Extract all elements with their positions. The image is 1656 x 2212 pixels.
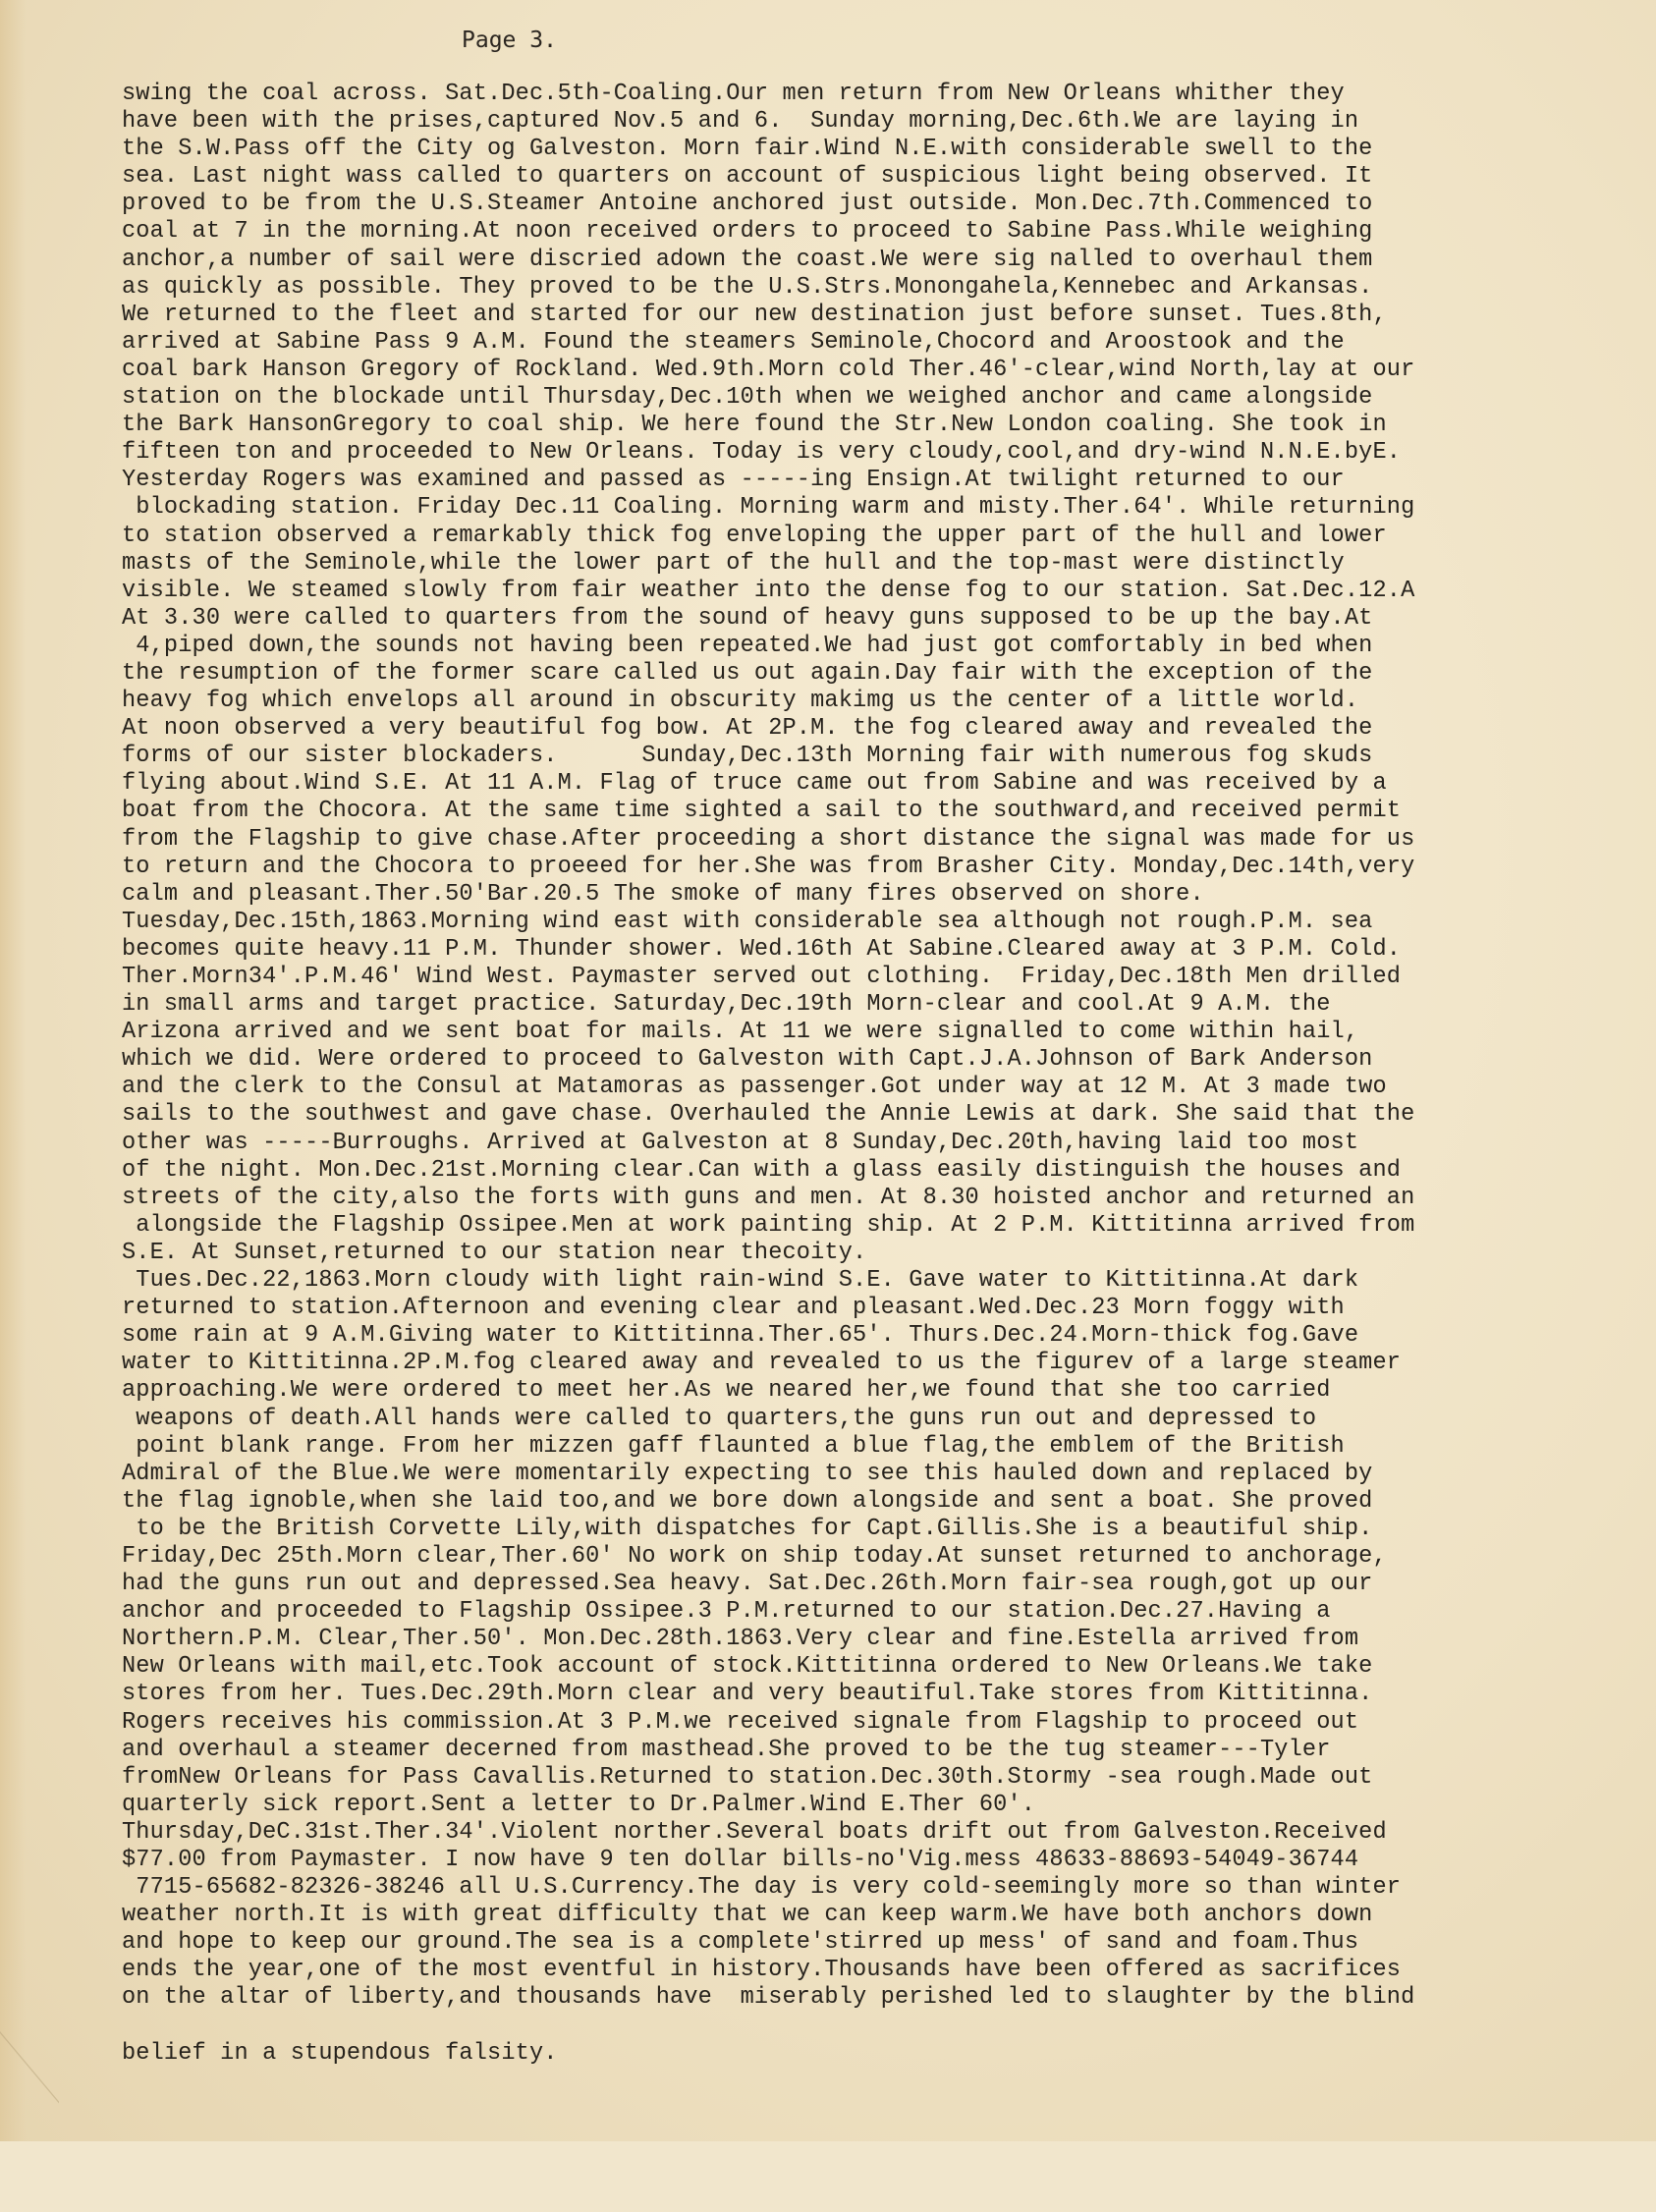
text-line: to station observed a remarkably thick fog enveloping the upper part of the hull and lower [122, 522, 1387, 549]
text-line: 7715-65682-82326-38246 all U.S.Currency.The day is very cold-seemingly more so than winter [122, 1874, 1402, 1902]
text-line: We returned to the fleet and started for our new destination just before sunset. Tues.8th, [122, 301, 1387, 328]
text-line: Tues.Dec.22,1863.Morn cloudy with light rain-wind S.E. Gave water to Kittitinna.At dark [122, 1267, 1359, 1295]
text-line: the Bark HansonGregory to coal ship. We here found the Str.New London coaling. She took in [122, 412, 1387, 439]
text-line: and overhaul a steamer decerned from masthead.She proved to be the tug steamer---Tyler [122, 1736, 1331, 1763]
text-line: At 3.30 were called to quarters from the sound of heavy guns supposed to be up the bay.At [122, 604, 1373, 632]
paper-corner-crease [0, 2031, 59, 2212]
diary-text-body [122, 81, 1634, 2068]
text-line: Northern.P.M. Clear,Ther.50'. Mon.Dec.28th.1863.Very clear and fine.Estella arrived from [122, 1626, 1359, 1653]
text-line: weather north.It is with great difficulty that we can keep warm.We have both anchors down [122, 1902, 1373, 1929]
text-line: on the altar of liberty,and thousands have miserably perished led to slaughter by the blind [122, 1984, 1415, 2012]
text-line: forms of our sister blockaders. Sunday,Dec.13th Morning fair with numerous fog skuds [122, 743, 1373, 770]
text-line: anchor,a number of sail were discried adown the coast.We were sig nalled to overhaul them [122, 246, 1373, 273]
text-line: which we did. Were ordered to proceed to Galveston with Capt.J.A.Johnson of Bark Anderson [122, 1046, 1373, 1074]
text-line: Admiral of the Blue.We were momentarily expecting to see this hauled down and replaced by [122, 1460, 1373, 1487]
text-line: boat from the Chocora. At the same time sighted a sail to the southward,and received permit [122, 798, 1402, 825]
page-number-label: Page 3. [462, 28, 557, 53]
text-line: ends the year,one of the most eventful in history.Thousands have been offered as sacrifices [122, 1957, 1402, 1984]
text-line: some rain at 9 A.M.Giving water to Kittitinna.Ther.65'. Thurs.Dec.24.Morn-thick fog.Gave [122, 1322, 1359, 1350]
text-line: other was -----Burroughs. Arrived at Galveston at 8 Sunday,Dec.20th,having laid too most [122, 1129, 1359, 1156]
text-line: station on the blockade until Thursday,Dec.10th when we weighed anchor and came alongside [122, 384, 1373, 412]
text-line: coal at 7 in the morning.At noon received orders to proceed to Sabine Pass.While weighing [122, 218, 1373, 246]
text-line: anchor and proceeded to Flagship Ossipee.3 P.M.returned to our station.Dec.27.Having a [122, 1598, 1331, 1626]
text-line: arrived at Sabine Pass 9 A.M. Found the steamers Seminole,Chocord and Aroostook and the [122, 328, 1345, 356]
text-line: proved to be from the U.S.Steamer Antoine anchored just outside. Mon.Dec.7th.Commenced to [122, 191, 1373, 218]
paper-edge-shadow [0, 0, 26, 2141]
text-line: had the guns run out and depressed.Sea heavy. Sat.Dec.26th.Morn fair-sea rough,got up our [122, 1571, 1373, 1598]
text-line: streets of the city,also the forts with guns and men. At 8.30 hoisted anchor and returned an [122, 1184, 1415, 1211]
text-line: Arizona arrived and we sent boat for mails. At 11 we were signalled to come within hail, [122, 1019, 1359, 1046]
text-line: returned to station.Afternoon and evening clear and pleasant.Wed.Dec.23 Morn foggy with [122, 1295, 1345, 1322]
text-line: quarterly sick report.Sent a letter to Dr.Palmer.Wind E.Ther 60'. [122, 1791, 1036, 1818]
text-line: visible. We steamed slowly from fair weather into the dense fog to our station. Sat.Dec.12.A [122, 577, 1415, 604]
text-line: the resumption of the former scare called us out again.Day fair with the exception of the [122, 659, 1373, 687]
text-line: Ther.Morn34'.P.M.46' Wind West. Paymaster served out clothing. Friday,Dec.18th Men drilled [122, 964, 1402, 990]
text-line: heavy fog which envelops all around in obscurity makimg us the center of a little world. [122, 688, 1359, 715]
text-line: fifteen ton and proceeded to New Orleans. Today is very cloudy,cool,and dry-wind N.N.E.byE. [122, 439, 1402, 467]
text-line: masts of the Seminole,while the lower part of the hull and the top-mast were distinctly [122, 549, 1345, 577]
text-line: point blank range. From her mizzen gaff flaunted a blue flag,the emblem of the British [122, 1432, 1345, 1460]
text-line: Tuesday,Dec.15th,1863.Morning wind east with considerable sea although not rough.P.M. sea [122, 908, 1373, 935]
text-line: Rogers receives his commission.At 3 P.M.we received signale from Flagship to proceed out [122, 1708, 1359, 1736]
text-line: weapons of death.All hands were called to quarters,the guns run out and depressed to [122, 1405, 1317, 1432]
text-line: calm and pleasant.Ther.50'Bar.20.5 The smoke of many fires observed on shore. [122, 880, 1204, 908]
text-line: from the Flagship to give chase.After proceeding a short distance the signal was made for us [122, 825, 1415, 853]
text-line: to be the British Corvette Lily,with dispatches for Capt.Gillis.She is a beautiful ship. [122, 1515, 1373, 1542]
text-line: flying about.Wind S.E. At 11 A.M. Flag of truce came out from Sabine and was received by a [122, 770, 1387, 798]
text-line: have been with the prises,captured Nov.5 and 6. Sunday morning,Dec.6th.We are laying in [122, 108, 1359, 136]
text-line: blockading station. Friday Dec.11 Coaling. Morning warm and misty.Ther.64'. While returning [122, 494, 1415, 522]
text-line: of the night. Mon.Dec.21st.Morning clear.Can with a glass easily distinguish the houses and [122, 1156, 1402, 1184]
text-line: stores from her. Tues.Dec.29th.Morn clear and very beautiful.Take stores from Kittitinna. [122, 1681, 1373, 1708]
text-line: Thursday,DeC.31st.Ther.34'.Violent norther.Several boats drift out from Galveston.Received [122, 1818, 1387, 1846]
text-line: At noon observed a very beautiful fog bow. At 2P.M. the fog cleared away and revealed the [122, 715, 1373, 743]
text-line: New Orleans with mail,etc.Took account of stock.Kittitinna ordered to New Orleans.We take [122, 1653, 1373, 1681]
text-line: sails to the southwest and gave chase. Overhauled the Annie Lewis at dark. She said that the [122, 1101, 1415, 1129]
text-line: fromNew Orleans for Pass Cavallis.Returned to station.Dec.30th.Stormy -sea rough.Made out [122, 1763, 1373, 1791]
text-line: as quickly as possible. They proved to be the U.S.Strs.Monongahela,Kennebec and Arkansas. [122, 273, 1373, 301]
text-line: Yesterday Rogers was examined and passed as -----ing Ensign.At twilight returned to our [122, 467, 1345, 494]
text-line: water to Kittitinna.2P.M.fog cleared away and revealed to us the figurev of a large steamer [122, 1350, 1402, 1377]
text-line: swing the coal across. Sat.Dec.5th-Coaling.Our men return from New Orleans whither they [122, 81, 1345, 107]
text-line: $77.00 from Paymaster. I now have 9 ten dollar bills-no'Vig.mess 48633-88693-54049-36744 [122, 1847, 1359, 1873]
text-line: to return and the Chocora to proeeed for her.She was from Brasher City. Monday,Dec.14th,very [122, 853, 1415, 880]
text-line: belief in a stupendous falsity. [122, 2039, 558, 2067]
text-line: 4,piped down,the sounds not having been repeated.We had just got comfortably in bed when [122, 632, 1373, 659]
text-line: alongside the Flagship Ossipee.Men at work painting ship. At 2 P.M. Kittitinna arrived from [122, 1211, 1415, 1239]
text-line: the S.W.Pass off the City og Galveston. Morn fair.Wind N.E.with considerable swell to the [122, 136, 1373, 163]
text-line: becomes quite heavy.11 P.M. Thunder shower. Wed.16th At Sabine.Cleared away at 3 P.M. Cold. [122, 935, 1402, 963]
text-line: S.E. At Sunset,returned to our station near thecoity. [122, 1239, 867, 1266]
text-line: sea. Last night wass called to quarters on account of suspicious light being observed. It [122, 163, 1373, 191]
text-line: coal bark Hanson Gregory of Rockland. Wed.9th.Morn cold Ther.46'-clear,wind North,lay at our [122, 356, 1415, 383]
text-line: and hope to keep our ground.The sea is a complete'stirred up mess' of sand and foam.Thus [122, 1929, 1359, 1957]
text-line: and the clerk to the Consul at Matamoras as passenger.Got under way at 12 M. At 3 made two [122, 1074, 1387, 1101]
text-line [122, 2013, 1634, 2040]
text-line: Friday,Dec 25th.Morn clear,Ther.60' No work on ship today.At sunset returned to anchorage, [122, 1542, 1387, 1570]
text-line: in small arms and target practice. Saturday,Dec.19th Morn-clear and cool.At 9 A.M. the [122, 991, 1331, 1019]
text-line: approaching.We were ordered to meet her.As we neared her,we found that she too carried [122, 1377, 1331, 1405]
text-line: the flag ignoble,when she laid too,and we bore down alongside and sent a boat. She proved [122, 1487, 1373, 1515]
